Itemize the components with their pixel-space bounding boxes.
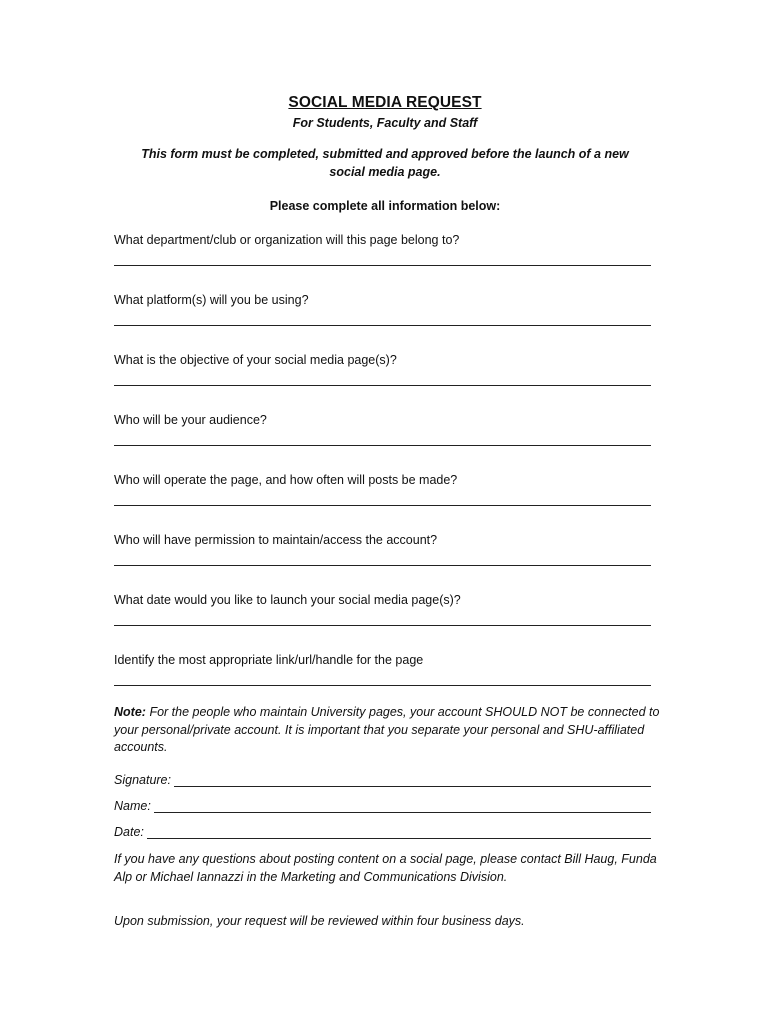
signature-row bbox=[114, 773, 651, 789]
form-title: SOCIAL MEDIA REQUEST bbox=[288, 94, 482, 111]
name-label: Name: bbox=[114, 799, 151, 813]
note-paragraph bbox=[114, 704, 662, 757]
question-department: What department/club or organization will this page belong to? bbox=[114, 233, 460, 247]
answer-line-operator[interactable] bbox=[114, 505, 651, 506]
review-paragraph: Upon submission, your request will be reviewed within four business days. bbox=[114, 914, 525, 928]
answer-line-audience[interactable] bbox=[114, 445, 651, 446]
question-launch-date: What date would you like to launch your social media page(s)? bbox=[114, 593, 461, 607]
signature-field[interactable] bbox=[174, 786, 651, 787]
question-objective: What is the objective of your social media page(s)? bbox=[114, 353, 397, 367]
form-intro: This form must be completed, submitted and approved before the launch of a new social media page. bbox=[141, 147, 629, 179]
question-permission: Who will have permission to maintain/access the account? bbox=[114, 533, 438, 547]
answer-line-permission[interactable] bbox=[114, 565, 651, 566]
note-label: Note: bbox=[114, 705, 146, 719]
question-handle: Identify the most appropriate link/url/handle for the page bbox=[114, 653, 424, 667]
answer-line-launch-date[interactable] bbox=[114, 625, 651, 626]
answer-line-objective[interactable] bbox=[114, 385, 651, 386]
question-operator: Who will operate the page, and how often will posts be made? bbox=[114, 473, 458, 487]
answer-line-department[interactable] bbox=[114, 265, 651, 266]
note-text: For the people who maintain University pages, your account SHOULD NOT be connected to your personal/private account. It is important that you separate your personal and SHU-affiliated accounts. bbox=[114, 705, 660, 754]
contact-paragraph: If you have any questions about posting content on a social page, please contact Bill Haug, Funda Alp or Michael Iannazzi in the Marketing and Communications Division. bbox=[114, 852, 657, 884]
form-subtitle: For Students, Faculty and Staff bbox=[292, 116, 478, 130]
name-field[interactable] bbox=[154, 812, 651, 813]
date-label: Date: bbox=[114, 825, 144, 839]
answer-line-platforms[interactable] bbox=[114, 325, 651, 326]
question-audience: Who will be your audience? bbox=[114, 413, 267, 427]
name-row bbox=[114, 799, 651, 815]
date-row bbox=[114, 825, 651, 841]
signature-label: Signature: bbox=[114, 773, 171, 787]
answer-line-handle[interactable] bbox=[114, 685, 651, 686]
form-instruction: Please complete all information below: bbox=[269, 199, 501, 213]
question-platforms: What platform(s) will you be using? bbox=[114, 293, 309, 307]
date-field[interactable] bbox=[147, 838, 651, 839]
